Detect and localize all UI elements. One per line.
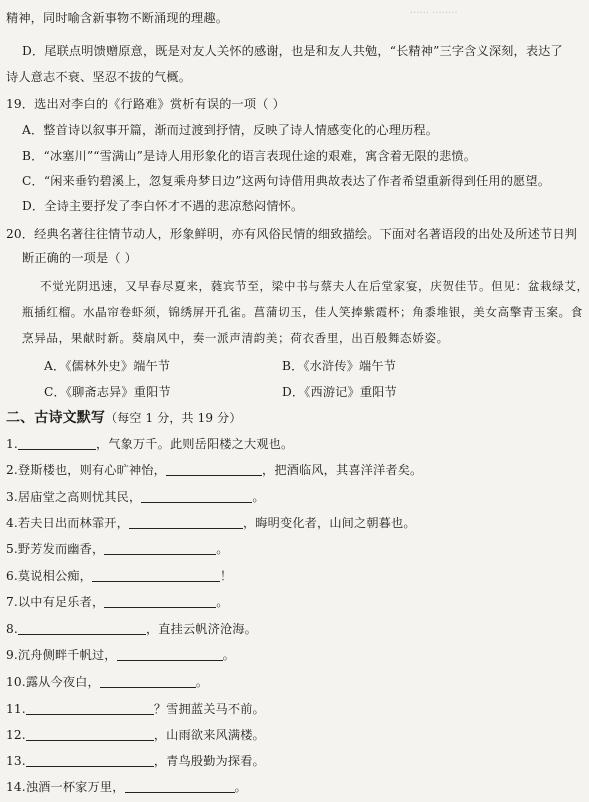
question-19-stem: 19．选出对李白的《行路难》赏析有误的一项（ ） <box>6 97 285 111</box>
fill-item-13: 13. ，青鸟殷勤为探看。 <box>6 754 265 768</box>
fill-item-6: 6.莫说相公痴， ！ <box>6 569 233 583</box>
answer-blank[interactable] <box>104 542 216 555</box>
quote-line: 瓶插红榴。水晶帘卷虾须，锦绣屏开孔雀。菖蒲切玉，佳人笑捧紫霞杯；角黍堆银，美女高擎青玉案。食 <box>22 305 583 319</box>
text-line: 精神，同时喻含新事物不断涌现的理趣。 <box>6 11 229 25</box>
fill-item-14: 14.浊酒一杯家万里， 。 <box>6 780 247 794</box>
answer-blank[interactable] <box>18 437 96 450</box>
fill-item-1: 1. ，气象万千。此则岳阳楼之大观也。 <box>6 437 294 451</box>
quote-line: 烹异品，果献时新。葵扇风中，奏一派声清韵美；荷衣香里，出百般舞态娇姿。 <box>22 331 449 345</box>
question-20-option-c: C．《聊斋志异》重阳节 <box>44 385 171 399</box>
fill-item-11: 11. ？雪拥蓝关马不前。 <box>6 702 265 716</box>
question-20-option-a: A．《儒林外史》端午节 <box>44 359 171 373</box>
section-title: 二、古诗文默写 <box>6 410 106 426</box>
fill-item-2: 2.登斯楼也，则有心旷神怡， ，把酒临风，其喜洋洋者矣。 <box>6 463 423 477</box>
answer-blank[interactable] <box>141 490 252 503</box>
question-20-stem: 20．经典名著往往情节动人，形象鲜明，亦有风俗民情的细致描绘。下面对名著语段的出处及所述节日判 <box>6 227 577 241</box>
quote-line: 不觉光阴迅速，又早春尽夏来，蕤宾节至，梁中书与蔡夫人在后堂家宴，庆贺佳节。但见：盆栽绿艾， <box>40 279 589 293</box>
answer-blank[interactable] <box>166 463 262 476</box>
question-19-option-b: B．“冰塞川”“雪满山”是诗人用形象化的语言表现仕途的艰难，寓含着无限的悲愤。 <box>22 149 477 163</box>
bleed-through-text: ······ ········ <box>410 8 458 19</box>
fill-item-12: 12. ，山雨欲来风满楼。 <box>6 728 265 742</box>
answer-blank[interactable] <box>117 648 223 661</box>
option-line: D．尾联点明馈赠原意，既是对友人关怀的感谢，也是和友人共勉，“长精神”三字含义深刻，表达了 <box>22 44 563 58</box>
fill-item-8: 8. ，直挂云帆济沧海。 <box>6 622 257 636</box>
question-20-stem-cont: 断正确的一项是（ ） <box>22 251 138 265</box>
fill-item-7: 7.以中有足乐者， 。 <box>6 595 229 609</box>
answer-blank[interactable] <box>100 675 196 688</box>
answer-blank[interactable] <box>125 780 235 793</box>
fill-item-4: 4.若夫日出而林霏开， ，晦明变化者，山间之朝暮也。 <box>6 516 416 530</box>
answer-blank[interactable] <box>104 595 216 608</box>
fill-item-9: 9.沉舟侧畔千帆过， 。 <box>6 648 235 662</box>
answer-blank[interactable] <box>129 516 243 529</box>
answer-blank[interactable] <box>92 569 220 582</box>
fill-item-5: 5.野芳发而幽香， 。 <box>6 542 229 556</box>
text-line: 诗人意志不衰、坚忍不拔的气概。 <box>6 70 192 84</box>
question-20-option-d: D．《西游记》重阳节 <box>282 385 397 399</box>
section-heading <box>6 410 241 426</box>
fill-item-3: 3.居庙堂之高则忧其民， 。 <box>6 490 265 504</box>
answer-blank[interactable] <box>26 728 154 741</box>
question-20-option-b: B．《水浒传》端午节 <box>282 359 397 373</box>
answer-blank[interactable] <box>26 754 154 767</box>
question-19-option-c: C．“闲来垂钓碧溪上，忽复乘舟梦日边”这两句诗借用典故表达了作者希望重新得到任用的愿望。 <box>22 174 551 188</box>
answer-blank[interactable] <box>26 702 154 715</box>
fill-item-10: 10.露从今夜白， 。 <box>6 675 209 689</box>
question-19-option-a: A．整首诗以叙事开篇，渐而过渡到抒情，反映了诗人情感变化的心理历程。 <box>22 123 439 137</box>
question-19-option-d: D．全诗主要抒发了李白怀才不遇的悲凉愁闷情怀。 <box>22 199 304 213</box>
section-score: （每空 1 分，共 19 分） <box>105 411 242 425</box>
answer-blank[interactable] <box>18 622 146 635</box>
